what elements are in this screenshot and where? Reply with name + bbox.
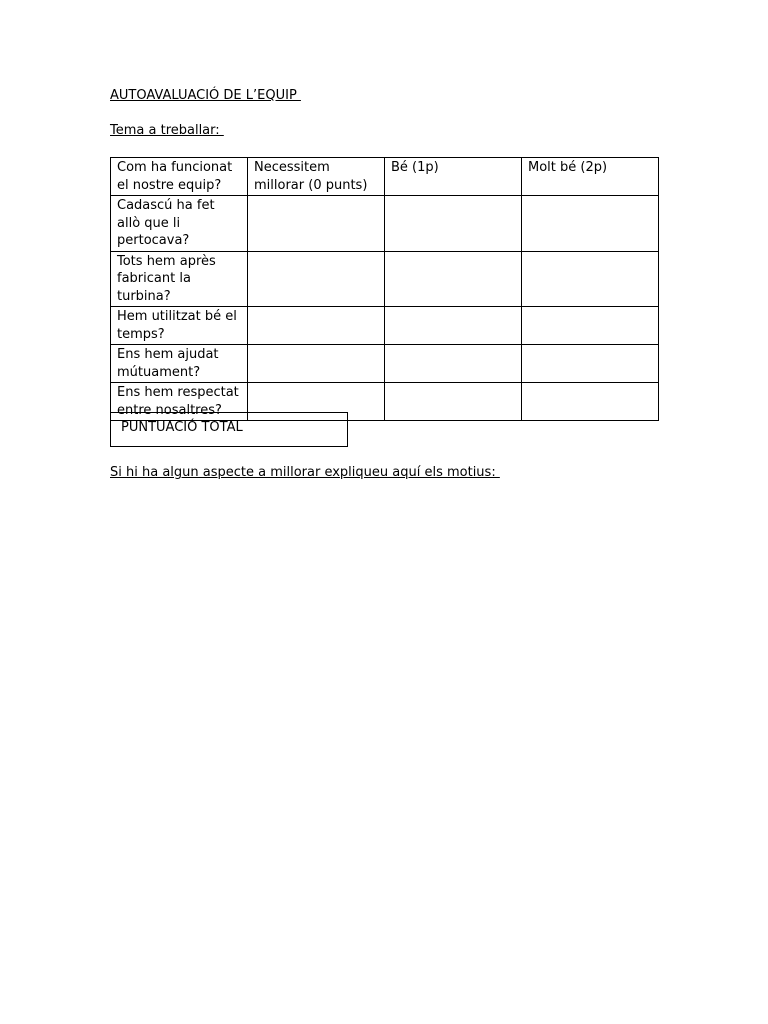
- score-cell-very-good[interactable]: [522, 307, 659, 345]
- header-very-good: Molt bé (2p): [522, 158, 659, 196]
- row-question: Ens hem respectat entre nosaltres?: [111, 383, 248, 421]
- score-cell-good[interactable]: [385, 251, 522, 307]
- topic-label: Tema a treballar:: [110, 123, 224, 138]
- table-row: [111, 251, 659, 307]
- score-cell-needs-improvement[interactable]: [248, 196, 385, 252]
- row-question: Ens hem ajudat mútuament?: [111, 345, 248, 383]
- improvement-prompt: Si hi ha algun aspecte a millorar expliqueu aquí els motius:: [110, 465, 500, 480]
- score-cell-good[interactable]: [385, 196, 522, 252]
- score-cell-needs-improvement[interactable]: [248, 251, 385, 307]
- score-cell-very-good[interactable]: [522, 251, 659, 307]
- table-row: [111, 345, 659, 383]
- evaluation-table: [110, 157, 659, 421]
- score-cell-good[interactable]: [385, 345, 522, 383]
- score-cell-good[interactable]: [385, 307, 522, 345]
- document-title: AUTOAVALUACIÓ DE L’EQUIP: [110, 88, 301, 103]
- score-cell-needs-improvement[interactable]: [248, 307, 385, 345]
- total-score-label: PUNTUACIÓ TOTAL: [121, 420, 243, 435]
- header-question: Com ha funcionat el nostre equip?: [111, 158, 248, 196]
- header-needs-improvement: Necessitem millorar (0 punts): [248, 158, 385, 196]
- table-row: [111, 196, 659, 252]
- table-header-row: [111, 158, 659, 196]
- total-score-box[interactable]: [110, 412, 348, 447]
- score-cell-good[interactable]: [385, 383, 522, 421]
- header-good: Bé (1p): [385, 158, 522, 196]
- score-cell-very-good[interactable]: [522, 196, 659, 252]
- row-question: Hem utilitzat bé el temps?: [111, 307, 248, 345]
- score-cell-needs-improvement[interactable]: [248, 345, 385, 383]
- score-cell-very-good[interactable]: [522, 383, 659, 421]
- row-question: Tots hem après fabricant la turbina?: [111, 251, 248, 307]
- score-cell-very-good[interactable]: [522, 345, 659, 383]
- table-row: [111, 307, 659, 345]
- row-question: Cadascú ha fet allò que li pertocava?: [111, 196, 248, 252]
